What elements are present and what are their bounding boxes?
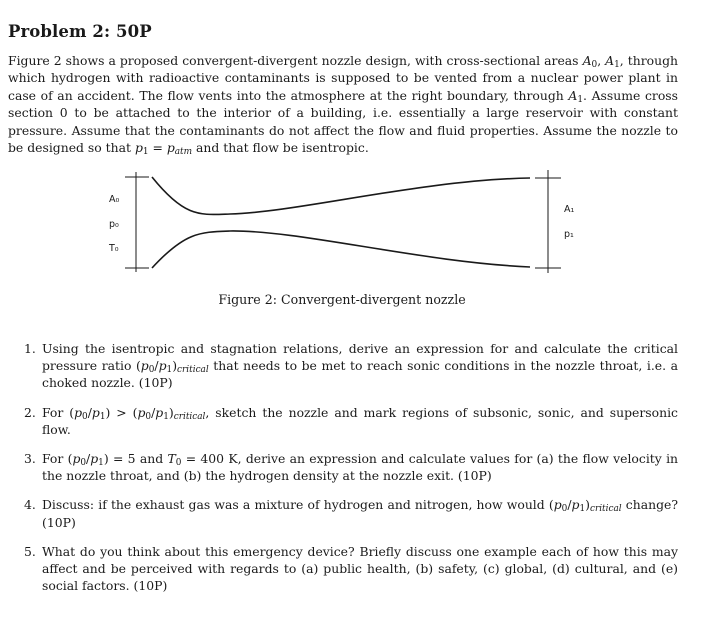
label-A0: A₀ [109, 194, 120, 205]
outlet-boundary [535, 170, 561, 273]
nozzle-figure [0, 168, 717, 308]
label-A1: A₁ [564, 204, 575, 215]
label-T0: T₀ [109, 243, 119, 254]
nozzle-upper-wall [152, 177, 530, 214]
question-4: 4. Discuss: if the exhaust gas was a mixture of hydrogen and nitrogen, how would $(p_0/p_1)_{critical}$ change? (10P) [24, 497, 678, 530]
question-3: 3. For $(p_0/p_1) = 5$ and $T_0 = 400$ K, derive an expression and calculate values for (a) the flow velocity in the nozzle throat, and (b) the hydrogen density at the nozzle exit. (10P) [24, 451, 679, 484]
figure-caption: Figure 2: Convergent-divergent nozzle [218, 292, 466, 307]
question-list [24, 340, 678, 606]
inlet-boundary [125, 172, 149, 272]
question-2: 2. For $(p_0/p_1) > (p_0/p_1)_{critical}$, sketch the nozzle and mark regions of subsonic, sonic, and supersonic flow. [24, 404, 678, 437]
label-p0: p₀ [109, 219, 119, 230]
problem-heading: Problem 2: 50P [8, 22, 152, 41]
question-5: 5. What do you think about this emergency device? Briefly discuss one example each of how this may affect and be perceived with regards to (a) public health, (b) safety, (c) global, (d) cultural, and (e) social factors. (10P) [24, 543, 678, 594]
question-1: 1. Using the isentropic and stagnation relations, derive an expression for and calculate the critical pressure ratio $(p_0/p_1)_{critical}$ that needs to be met to reach sonic conditions in the nozzle throat, i.e. a choked nozzle. (10P) [24, 341, 678, 391]
label-p1: p₁ [564, 229, 574, 240]
nozzle-lower-wall [152, 231, 530, 268]
problem-statement: Figure 2 shows a proposed convergent-divergent nozzle design, with cross-sectional areas $A_0$, $A_1$, through which hydrogen with radioactive contaminants is supposed to be vented from a nuclear power plant in case of an accident. The flow vents into the atmosphere at the right boundary, through $A_1$. Assume cross section 0 to be attached to the interior of a building, i.e. essentially a large reservoir with constant pressure. Assume that the contaminants do not affect the flow and fluid properties. Assume the nozzle to be designed so that $p_1 = p_{atm}$ and that flow be isentropic. [8, 53, 679, 158]
